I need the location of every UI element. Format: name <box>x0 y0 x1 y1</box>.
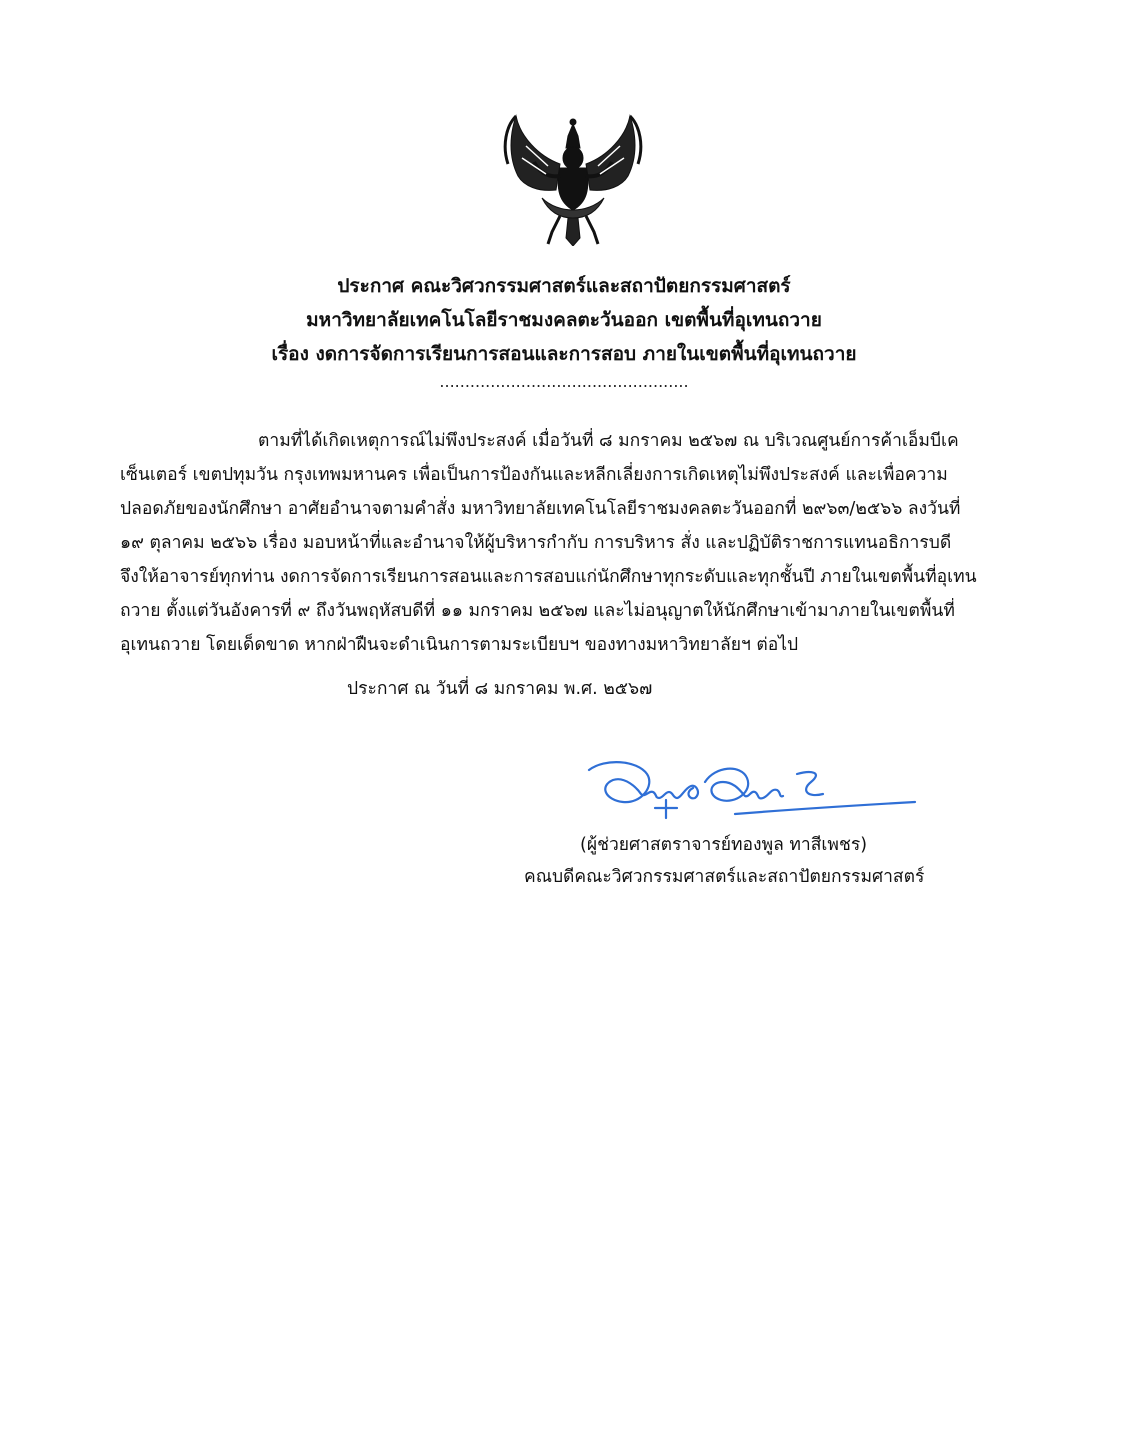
announcement-header-line1: ประกาศ คณะวิศวกรรมศาสตร์และสถาปัตยกรรมศาสตร์ <box>337 275 791 297</box>
handwritten-signature <box>585 752 920 832</box>
garuda-emblem-icon <box>498 106 648 246</box>
signer-name: (ผู้ช่วยศาสตราจารย์ทองพูล ทาสีเพชร) <box>580 835 868 855</box>
header-divider: ................................................. <box>439 372 689 391</box>
body-line: ตามที่ได้เกิดเหตุการณ์ไม่พึงประสงค์ เมื่อวันที่ ๘ มกราคม ๒๕๖๗ ณ บริเวณศูนย์การค้าเอ็มบีเค <box>258 431 959 451</box>
body-line: อุเทนถวาย โดยเด็ดขาด หากฝ่าฝืนจะดำเนินการตามระเบียบฯ ของทางมหาวิทยาลัยฯ ต่อไป <box>120 635 799 655</box>
announcement-subject: เรื่อง งดการจัดการเรียนการสอนและการสอบ ภายในเขตพื้นที่อุเทนถวาย <box>271 343 857 365</box>
body-line: จึงให้อาจารย์ทุกท่าน งดการจัดการเรียนการสอนและการสอบแก่นักศึกษาทุกระดับและทุกชั้นปี ภายในเขตพื้นที่อุเทน <box>120 567 977 587</box>
body-line: ๑๙ ตุลาคม ๒๕๖๖ เรื่อง มอบหน้าที่และอำนาจให้ผู้บริหารกำกับ การบริหาร สั่ง และปฏิบัติราชการแทนอธิการบดี <box>120 533 952 553</box>
body-line: ปลอดภัยของนักศึกษา อาศัยอำนาจตามคำสั่ง มหาวิทยาลัยเทคโนโลยีราชมงคลตะวันออกที่ ๒๙๖๓/๒๕๖๖ ลงวันที่ <box>120 499 961 519</box>
body-line: เซ็นเตอร์ เขตปทุมวัน กรุงเทพมหานคร เพื่อเป็นการป้องกันและหลีกเลี่ยงการเกิดเหตุไม่พึงประสงค์ และเพื่อความ <box>120 465 948 485</box>
body-line: ถวาย ตั้งแต่วันอังคารที่ ๙ ถึงวันพฤหัสบดีที่ ๑๑ มกราคม ๒๕๖๗ และไม่อนุญาตให้นักศึกษาเข้ามาภายในเขตพื้นที่ <box>120 601 955 621</box>
signer-title: คณบดีคณะวิศวกรรมศาสตร์และสถาปัตยกรรมศาสตร์ <box>524 867 925 887</box>
announcement-date: ประกาศ ณ วันที่ ๘ มกราคม พ.ศ. ๒๕๖๗ <box>347 679 653 699</box>
announcement-header-line2: มหาวิทยาลัยเทคโนโลยีราชมงคลตะวันออก เขตพื้นที่อุเทนถวาย <box>306 309 822 331</box>
